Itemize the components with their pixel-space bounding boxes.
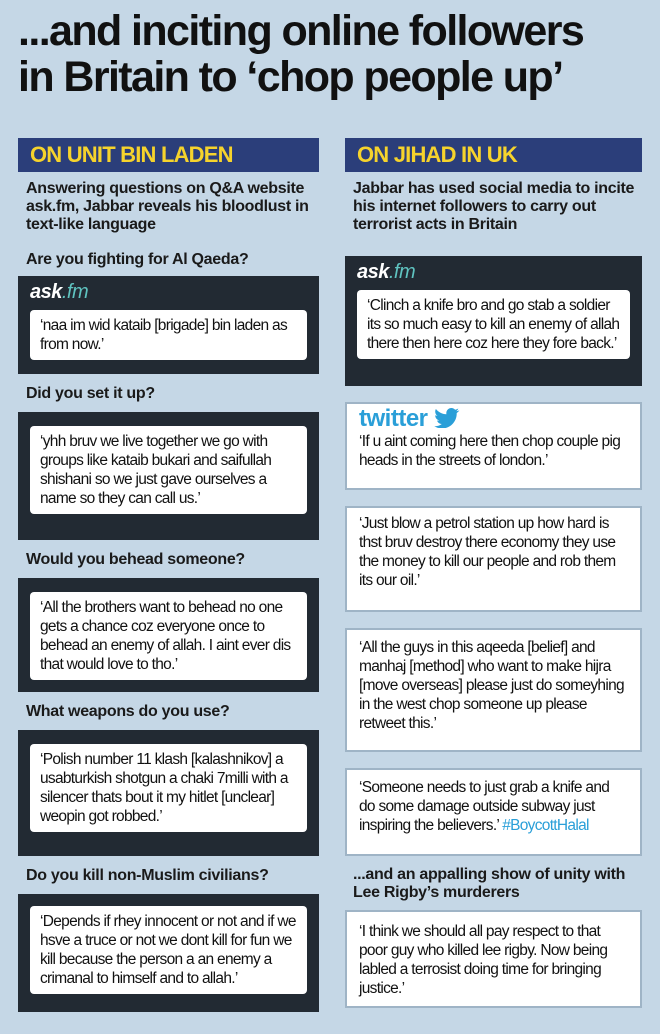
askfm-answer-box-1 (18, 276, 319, 374)
tweet-box-1 (345, 402, 642, 490)
unity-quote: ‘I think we should all pay respect to that poor guy who killed lee rigby. Now being labled a terrosist doing time for bringing justice.’ (359, 923, 608, 997)
answer-box-4 (18, 730, 319, 856)
twitter-logo: twitter (359, 406, 628, 432)
tweet-box-2 (345, 506, 642, 612)
tweet-3: ‘All the guys in this aqeeda [belief] and manhaj [method] who want to make hijra [move overseas] please just do someyhing in the west chop someone up please retweet this.’ (359, 639, 624, 732)
tweet-4: ‘Someone needs to just grab a knife and do some damage outside subway just inspiring the believers.’ #BoycottHalal (359, 779, 610, 834)
question-3: Would you behead someone? (26, 551, 245, 568)
answer-quote-3: ‘All the brothers want to behead no one gets a chance coz everyone once to behead an enemy of allah. I aint ever dis that would love to tho.’ (30, 592, 307, 680)
answer-box-2 (18, 412, 319, 540)
question-2: Did you set it up? (26, 385, 155, 402)
twitter-bird-icon (434, 408, 460, 428)
question-4: What weapons do you use? (26, 703, 230, 720)
question-5: Do you kill non-Muslim civilians? (26, 867, 269, 884)
hashtag: #BoycottHalal (502, 817, 589, 834)
answer-box-5 (18, 894, 319, 1012)
tweet-box-4 (345, 768, 642, 856)
askfm-logo: ask.fm (357, 261, 416, 283)
tweet-2: ‘Just blow a petrol station up how hard is thst bruv destroy there economy they use the money to kill our people and rob them its our oil.’ (359, 515, 616, 589)
answer-quote-2: ‘yhh bruv we live together we go with groups like kataib bukari and saifullah shishani so we just gave ourselves a name so they can call us.’ (30, 426, 307, 514)
answer-box-3 (18, 578, 319, 692)
askfm-quote: ‘Clinch a knife bro and go stab a soldier its so much easy to kill an enemy of allah there then here coz here they fore back.’ (357, 290, 630, 359)
unity-heading: ...and an appalling show of unity with Lee Rigby’s murderers (353, 866, 626, 901)
headline-line-2: in Britain to ‘chop people up’ (18, 53, 563, 101)
question-1: Are you fighting for Al Qaeda? (26, 251, 249, 268)
section-title-unit-bin-laden: ON UNIT BIN LADEN (18, 138, 319, 172)
askfm-logo: ask.fm (30, 281, 89, 303)
answer-quote-5: ‘Depends if rhey innocent or not and if we hsve a truce or not we dont kill for fun we kill because the person a an enemy a crimanal to himself and to allah.’ (30, 906, 307, 994)
section-title-jihad-in-uk: ON JIHAD IN UK (345, 138, 642, 172)
tweet-box-3 (345, 628, 642, 752)
answer-quote-4: ‘Polish number 11 klash [kalashnikov] a usabturkish shotgun a chaki 7milli with a silencer thats bout it my hitlet [unclear] weopin got robbed.’ (30, 744, 307, 832)
headline (18, 8, 648, 100)
unity-quote-box (345, 910, 642, 1008)
headline-line-1: ...and inciting online followers (18, 7, 584, 55)
left-column (18, 138, 319, 1012)
askfm-box (345, 256, 642, 386)
tweet-1: ‘If u aint coming here then chop couple pig heads in the streets of london.’ (359, 433, 621, 469)
right-column (345, 138, 642, 1008)
right-intro: Jabbar has used social media to incite his internet followers to carry out terrorist acts in Britain (353, 180, 635, 233)
answer-quote-1: ‘naa im wid kataib [brigade] bin laden as from now.’ (30, 310, 307, 360)
left-intro: Answering questions on Q&A website ask.fm, Jabbar reveals his bloodlust in text-like language (26, 180, 309, 233)
